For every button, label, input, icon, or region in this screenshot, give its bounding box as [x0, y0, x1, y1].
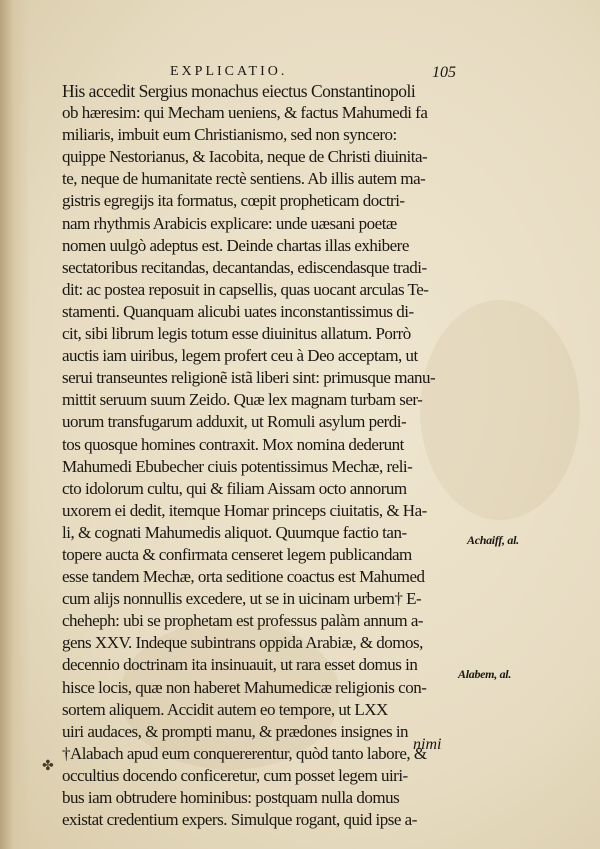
text-line: bus iam obtrudere hominibus: postquam nulla domus	[62, 788, 400, 807]
text-line: li, & cognati Mahumedis aliquot. Quumque factio tan-	[62, 522, 407, 542]
text-line: uxorem ei dedit, itemque Homar princeps ciuitatis, & Ha-	[62, 500, 427, 520]
page-number: 105	[432, 64, 456, 81]
text-line: cum alijs nonnullis excedere, ut se in uicinam urbem† E-	[62, 589, 422, 609]
text-line: serui transeuntes religionẽ istã liberi sint: primusque manu-	[62, 368, 436, 388]
text-line: gens XXV. Indeque subintrans oppida Arabiæ, & domos,	[62, 633, 423, 653]
page-gutter-shadow	[0, 0, 30, 849]
body-text	[62, 80, 462, 831]
ink-mark-icon: ✤	[42, 759, 54, 774]
text-line: cit, sibi librum legis totum esse diuinitus allatum. Porrò	[62, 324, 411, 344]
text-line: quippe Nestorianus, & Iacobita, neque de Christi diuinita-	[62, 147, 428, 167]
text-line: auctis iam uiribus, legem profert ceu à Deo acceptam, ut	[62, 346, 418, 366]
text-line: existat credentium expers. Simulque rogant, quid ipse a-	[62, 810, 417, 830]
text-line: miliaris, imbuit eum Christianismo, sed non syncero:	[62, 125, 397, 145]
text-line: tos quosque homines contraxit. Mox nomina dederunt	[62, 434, 404, 454]
text-line: topere aucta & confirmata censeret legem publicandam	[62, 544, 412, 564]
text-line: stamenti. Quanquam alicubi uates inconstantissimus di-	[62, 301, 414, 321]
text-line: ob hæresim: qui Mecham ueniens, & factus Mahumedi fa	[62, 103, 428, 123]
text-line: esse tandem Mechæ, orta seditione coactus est Mahumed	[62, 567, 425, 587]
text-line: uiri audaces, & prompti manu, & prædones insignes in	[62, 721, 409, 741]
text-line: sortem aliquem. Accidit autem eo tempore, ut LXX	[62, 699, 388, 719]
text-line: nomen uulgò adeptus est. Deinde chartas illas exhibere	[62, 235, 409, 255]
running-head: EXPLICATIO.	[170, 64, 288, 79]
marginal-note: Alabem, al.	[458, 667, 512, 681]
text-line: †Alabach apud eum conquererentur, quòd tanto labore, &	[62, 743, 427, 763]
text-line: nam rhythmis Arabicis explicare: unde uæsani poetæ	[62, 213, 397, 233]
text-line: mittit seruum suum Zeido. Quæ lex magnam turbam ser-	[62, 390, 423, 410]
marginal-note: Achaiff, al.	[467, 533, 519, 547]
text-line: decennio doctrinam ita insinuauit, ut rara esset domus in	[62, 655, 418, 675]
text-line: occultius docendo conficeretur, cum posset legem uiri-	[62, 765, 408, 785]
text-line: Mahumedi Ebubecher ciuis potentissimus Mechæ, reli-	[62, 456, 413, 476]
text-line: hisce locis, quæ non haberet Mahumedicæ religionis con-	[62, 677, 427, 697]
text-line: te, neque de humanitate rectè sentiens. Ab illis autem ma-	[62, 169, 426, 189]
text-line: uorum transfugarum adduxit, ut Romuli asylum perdi-	[62, 412, 407, 432]
text-line: His accedit Sergius monachus eiectus Constantinopoli	[62, 81, 416, 101]
text-line: cheheph: ubi se prophetam est professus palàm annum a-	[62, 611, 424, 631]
text-line: gistris egregijs ita formatus, cœpit propheticam doctri-	[62, 191, 405, 211]
text-line: sectatoribus recitandas, decantandas, ediscendasque tradi-	[62, 257, 427, 277]
catchword: nimi	[413, 736, 442, 753]
text-line: cto idolorum cultu, qui & filiam Aissam octo annorum	[62, 478, 407, 498]
text-line: dit: ac postea reposuit in capsellis, quas uocant arculas Te-	[62, 279, 429, 299]
